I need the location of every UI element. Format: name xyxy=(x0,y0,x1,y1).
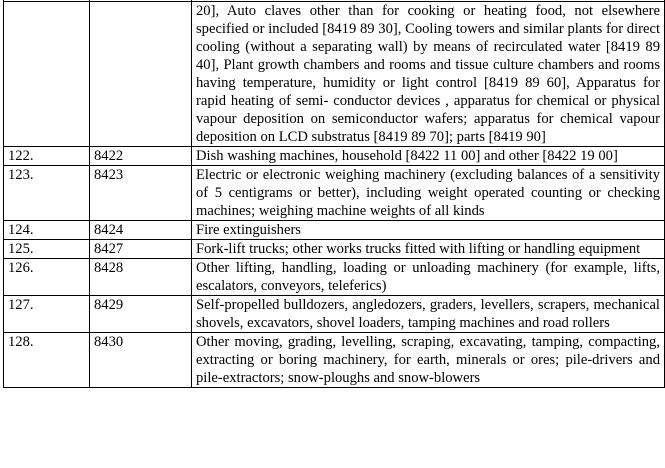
serial-number-cell: 124. xyxy=(4,221,90,240)
table-row xyxy=(4,296,665,333)
serial-number-cell: 128. xyxy=(4,333,90,388)
table-row xyxy=(4,240,665,259)
hs-code-cell: 8423 xyxy=(90,166,192,221)
serial-number-cell: 123. xyxy=(4,166,90,221)
serial-number-cell: 127. xyxy=(4,296,90,333)
description-cell: Other moving, grading, levelling, scraping, excavating, tamping, compacting, extracting or boring machinery, for earth, minerals or ores; pile-drivers and pile-extractors; snow-ploughs and snow-blowers xyxy=(192,333,665,388)
tariff-table xyxy=(3,0,665,388)
description-cell: Other lifting, handling, loading or unloading machinery (for example, lifts, escalators, conveyors, teleferics) xyxy=(192,259,665,296)
description-cell: Electric or electronic weighing machinery (excluding balances of a sensitivity of 5 centigrams or better), including weight operated counting or checking machines; weighing machine weights of all kinds xyxy=(192,166,665,221)
hs-code-cell: 8424 xyxy=(90,221,192,240)
description-cell: Fork-lift trucks; other works trucks fitted with lifting or handling equipment xyxy=(192,240,665,259)
hs-code-cell xyxy=(90,2,192,147)
serial-number-cell xyxy=(4,2,90,147)
hs-code-cell: 8428 xyxy=(90,259,192,296)
table-row xyxy=(4,221,665,240)
description-cell: Dish washing machines, household [8422 11 00] and other [8422 19 00] xyxy=(192,147,665,166)
table-row-continued xyxy=(4,2,665,147)
hs-code-cell: 8422 xyxy=(90,147,192,166)
table-row xyxy=(4,147,665,166)
hs-code-cell: 8430 xyxy=(90,333,192,388)
description-cell: Self-propelled bulldozers, angledozers, graders, levellers, scrapers, mechanical shovels, excavators, shovel loaders, tamping machines and road rollers xyxy=(192,296,665,333)
description-cell: 20], Auto claves other than for cooking or heating food, not elsewhere specified or included [8419 89 30], Cooling towers and similar plants for direct cooling (without a separating wall) by means of recirculated water [8419 89 40], Plant growth chambers and rooms and tissue culture chambers and rooms having temperature, humidity or light control [8419 89 60], Apparatus for rapid heating of semi- conductor devices , apparatus for chemical or physical vapour deposition on semiconductor wafers; apparatus for chemical vapour deposition on LCD substratus [8419 89 70]; parts [8419 90] xyxy=(192,2,665,147)
table-row xyxy=(4,333,665,388)
serial-number-cell: 126. xyxy=(4,259,90,296)
hs-code-cell: 8427 xyxy=(90,240,192,259)
hs-code-cell: 8429 xyxy=(90,296,192,333)
description-cell: Fire extinguishers xyxy=(192,221,665,240)
serial-number-cell: 125. xyxy=(4,240,90,259)
serial-number-cell: 122. xyxy=(4,147,90,166)
table-row xyxy=(4,259,665,296)
table-row xyxy=(4,166,665,221)
